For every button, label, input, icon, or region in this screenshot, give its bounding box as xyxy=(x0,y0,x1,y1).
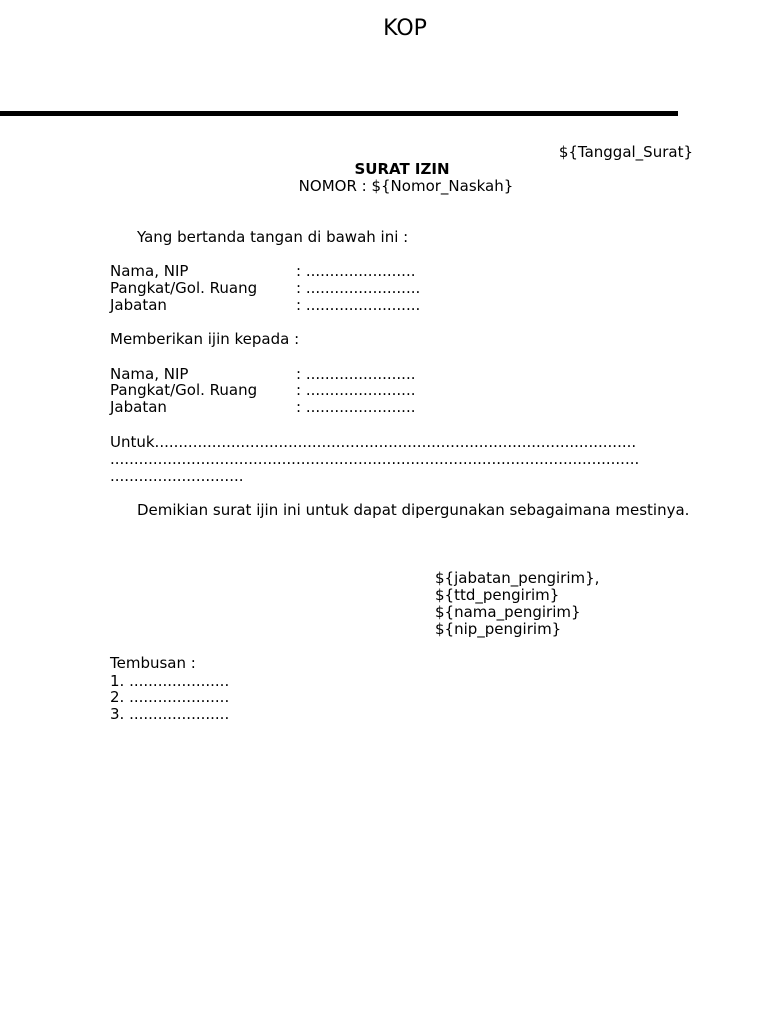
untuk-line: ............................................................................................................... xyxy=(110,450,640,468)
untuk-line: Untuk..................................................................................................... xyxy=(110,433,637,451)
pemberi-row-nama xyxy=(110,263,416,280)
field-value: : ....................... xyxy=(296,365,416,383)
field-value: : ........................ xyxy=(296,279,421,297)
ttd-pengirim: ${ttd_pengirim} xyxy=(435,586,560,604)
nomor-value: ${Nomor_Naskah} xyxy=(371,177,514,195)
tembusan-item: 2. ..................... xyxy=(110,688,230,706)
field-value: : ........................ xyxy=(296,296,421,314)
nama-pengirim: ${nama_pengirim} xyxy=(435,603,581,621)
nip-pengirim: ${nip_pengirim} xyxy=(435,620,562,638)
penerima-row-jabatan xyxy=(110,399,416,416)
field-value: : ....................... xyxy=(296,262,416,280)
penerima-row-pangkat xyxy=(110,382,416,399)
kalimat-pembuka: Yang bertanda tangan di bawah ini : xyxy=(137,228,409,246)
untuk-line: ............................ xyxy=(110,467,244,485)
signature-block xyxy=(435,570,599,638)
field-label: Pangkat/Gol. Ruang xyxy=(110,381,258,399)
pemberi-row-pangkat xyxy=(110,280,420,297)
pemberi-row-jabatan xyxy=(110,297,420,314)
tembusan-item: 1. ..................... xyxy=(110,672,230,690)
tembusan-label: Tembusan : xyxy=(110,654,196,672)
field-label: Jabatan xyxy=(110,398,167,416)
field-value: : ....................... xyxy=(296,398,416,416)
tanggal-surat: ${Tanggal_Surat} xyxy=(558,143,693,161)
field-label: Jabatan xyxy=(110,296,167,314)
field-value: : ....................... xyxy=(296,381,416,399)
header-rule xyxy=(0,111,678,116)
field-label: Nama, NIP xyxy=(110,262,189,280)
kop-header: KOP xyxy=(383,16,427,41)
jabatan-pengirim: ${jabatan_pengirim}, xyxy=(435,569,600,587)
memberikan-ijin-label: Memberikan ijin kepada : xyxy=(110,330,300,348)
field-label: Nama, NIP xyxy=(110,365,189,383)
tembusan-item: 3. ..................... xyxy=(110,705,230,723)
nomor-surat xyxy=(206,178,606,195)
judul-surat: SURAT IZIN xyxy=(354,160,450,178)
nomor-label: NOMOR : xyxy=(298,177,372,195)
kalimat-penutup: Demikian surat ijin ini untuk dapat dipergunakan sebagaimana mestinya. xyxy=(137,501,690,519)
field-label: Pangkat/Gol. Ruang xyxy=(110,279,258,297)
